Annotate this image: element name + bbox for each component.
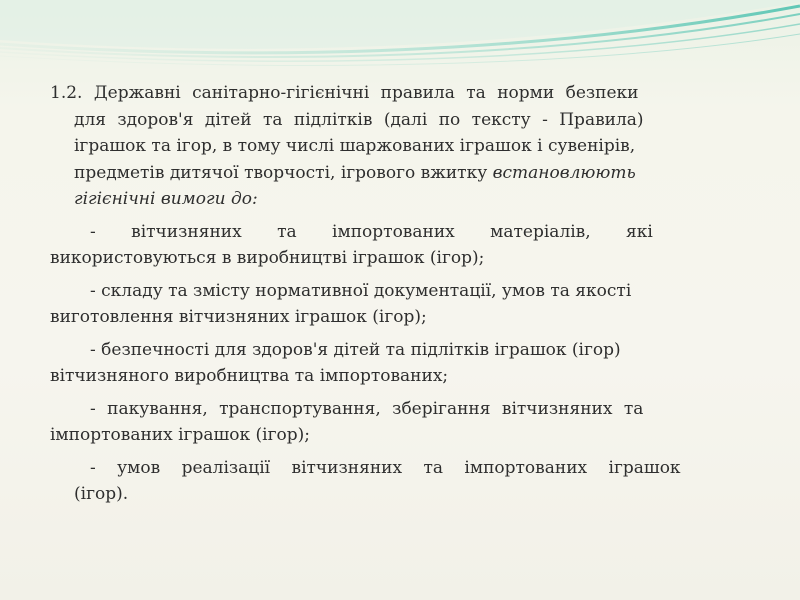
- intro-line-3-text: іграшок та ігор, в тому числі шаржованих іграшок і сувенірів,: [74, 136, 636, 156]
- list-item: [50, 455, 772, 508]
- intro-line-4-text: предметів дитячої творчості, ігрового вжитку: [74, 162, 493, 183]
- intro-line-2: [50, 107, 772, 134]
- list-item-line-2: використовуються в виробництві іграшок (ігор);: [50, 248, 485, 268]
- decorative-swoosh: [0, 0, 800, 90]
- list-item: [50, 219, 772, 272]
- intro-line-3: [50, 133, 772, 160]
- intro-line-5-italic: гігієнічні вимоги до:: [74, 189, 258, 209]
- paragraph-intro: [50, 80, 772, 213]
- intro-line-2-text: для здоров'я дітей та підлітків (далі по тексту - Правила): [74, 109, 644, 130]
- list-item-line-1: - умов реалізації вітчизняних та імпортованих іграшок: [90, 457, 681, 478]
- list-item-line-2: вітчизняного виробництва та імпортованих;: [50, 366, 449, 386]
- intro-line-4: [50, 160, 772, 187]
- intro-line-5: [50, 186, 772, 213]
- list-item-line-1: - пакування, транспортування, зберігання вітчизняних та: [90, 398, 644, 419]
- intro-line-1: [50, 80, 772, 107]
- list-item-line-1: - безпечності для здоров'я дітей та підлітків іграшок (ігор): [90, 339, 621, 360]
- list-item-line-1: - складу та змісту нормативної документації, умов та якості: [90, 280, 632, 301]
- intro-line-4-italic: встановлюють: [492, 162, 636, 183]
- list-item-line-2: виготовлення вітчизняних іграшок (ігор);: [50, 307, 427, 327]
- list-item-line-2: імпортованих іграшок (ігор);: [50, 425, 310, 445]
- intro-line-1-text: 1.2. Державні санітарно-гігієнічні правила та норми безпеки: [50, 83, 639, 103]
- list-item-line-2: (ігор).: [74, 484, 129, 504]
- list-item: [50, 396, 772, 449]
- list-item-line-1: - вітчизняних та імпортованих матеріалів, які: [90, 221, 653, 242]
- list-item: [50, 278, 772, 331]
- list-item: [50, 337, 772, 390]
- document-body: [50, 80, 772, 508]
